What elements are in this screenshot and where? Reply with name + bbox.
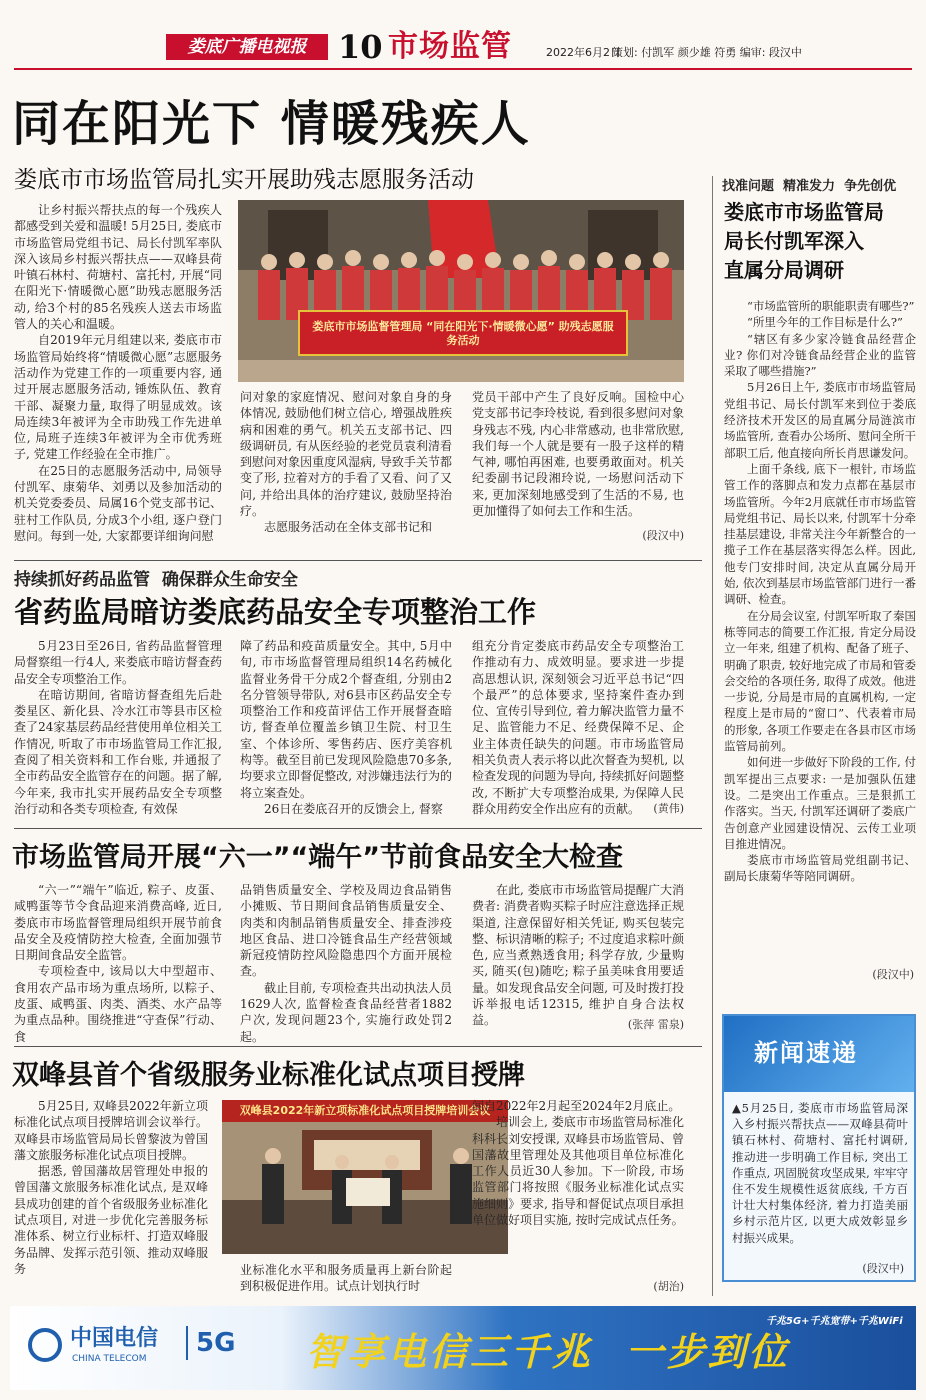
paragraph: 如何进一步做好下阶段的工作, 付凯军提出三点要求: 一是加强队伍建设。二是突出工作重点。三是狠抓工作落实。当天, 付凯军还调研了娄底广告创意产业园建设情况、云传工业项目推进情况。: [724, 755, 916, 851]
paragraph: 障了药品和疫苗质量安全。其中, 5月中旬, 市市场监督管理局组织14名药械化监督业务骨干分成2个督查组, 分别由2名分管领导带队, 对6县市区药品安全专项整治工作和疫苗评估工作开展督查暗访, 督查单位覆盖乡镇卫生院、村卫生室、个体诊所、零售药店、医疗美容机构等。截至目前已发现风险隐患70多条, 均要求立即督促整改, 对涉嫌违法行为的将立案查处。: [240, 639, 452, 800]
article2-byline: (黄伟): [653, 802, 684, 815]
paragraph: ▲5月25日, 娄底市市场监管局深入乡村振兴帮扶点——双峰县荷叶镇石林村、荷塘村、富托村调研, 推动进一步明确工作目标, 突出工作重点, 巩固脱贫攻坚成果, 牢牢守住不发生规模性返贫底线, 千方百计壮大村集体经济, 着力打造美丽乡村示范片区, 以更大成效彰显乡村振兴成果。: [732, 1101, 908, 1245]
paragraph: 组充分肯定娄底市药品安全专项整治工作推动有力、成效明显。要求进一步提高思想认识, 深刻领会习近平总书记“四个最严”的总体要求, 坚持案件查办到位、宣传引导到位, 着力解决监管力量不足、监管能力不足、经费保障不足、企业主体责任缺失的问题。市市场监管局相关负责人表示将以此次督查为契机, 以检查发现的问题为导向, 持续抓好问题整改, 不断扩大专项整治成果, 为保障人民群众用药安全作出应有的贡献。: [472, 639, 684, 816]
article1-title: 同在阳光下 情暖残疾人: [12, 96, 531, 152]
paragraph: 5月23日至26日, 省药品监督管理局督察组一行4人, 来娄底市暗访督查药品安全专项整治工作。: [14, 639, 222, 686]
photo-banner-text: 娄底市市场监督管理局 “同在阳光下·情暖微心愿” 助残志愿服务活动: [312, 320, 614, 347]
divider: [14, 828, 702, 829]
article1-column2: [240, 389, 452, 545]
side-title-line: 娄底市市场监管局: [724, 200, 884, 224]
paper-name: 娄底广播电视报: [187, 37, 307, 57]
article1-column1: [14, 202, 222, 544]
paragraph: 上面千条线, 底下一根针, 市场监管工作的落脚点和发力点都在基层市场监管所。今年2月底就任市市场监管局党组书记、局长以来, 付凯军十分牵挂基层建设, 非常关注今年新整合的一揽子工作在基层落实得怎么样。因此, 他专门安排时间, 决定从直属分局开始, 依次到基层市场监管部门进行一番调研、检查。: [724, 461, 916, 607]
paragraph: “辖区有多少家冷链食品经营企业? 你们对冷链食品经营企业的监管采取了哪些措施?”: [724, 331, 916, 379]
photo-illustration: [222, 1100, 508, 1254]
paragraph: 间自2022年2月起至2024年2月底止。: [472, 1099, 681, 1113]
paragraph: 让乡村振兴帮扶点的每一个残疾人都感受到关爱和温暖! 5月25日, 娄底市市场监管局党组书记、局长付凯军率队深入该局乡村振兴帮扶点——双峰县荷叶镇石林村、荷塘村、富托村, 开展“同在阳光下·情暖微心愿”助残志愿服务活动, 给3个村的85名残疾人送去市场监管人的关心和温暖。: [14, 203, 222, 332]
issue-date: 2022年6月2日: [546, 46, 621, 59]
telecom-logo-icon: [28, 1328, 62, 1362]
article1-byline: (段汉中): [642, 529, 684, 542]
article4-byline: (胡治): [653, 1280, 684, 1293]
paragraph: 专项检查中, 该局以大中型超市、食用农产品市场为重点场所, 以粽子、皮蛋、咸鸭蛋、肉类、酒类、水产品等为重点品种。围绕推进“守查保”行动、食: [14, 964, 222, 1044]
news-flash-byline: (段汉中): [862, 1262, 904, 1275]
article4-column3: [472, 1098, 684, 1288]
award-ceremony-photo: [222, 1100, 508, 1254]
divider: [14, 1046, 702, 1047]
fiveg-badge: 5G: [186, 1326, 235, 1360]
article3-title: 市场监管局开展“六一”“端午”节前食品安全大检查: [12, 842, 623, 873]
paragraph: “六一”“端午”临近, 粽子、皮蛋、咸鸭蛋等节令食品迎来消费高峰, 近日, 娄底市市场监督管理局组织开展节前食品安全及疫情防控大检查, 全面加强节日期间食品安全监管。: [14, 883, 222, 963]
divider: [14, 560, 702, 561]
side-title-line: 局长付凯军深入: [724, 229, 864, 253]
ad-slogan: 智享电信三千兆 一步到位: [306, 1330, 790, 1374]
paragraph: 品销售质量安全、学校及周边食品销售小摊贩、节日期间食品销售质量安全、肉类和肉制品销售质量安全、排查涉疫地区食品、进口冷链食品生产经营领域新冠疫情防控风险隐患四个方面开展检查。: [240, 883, 452, 979]
article1-column3: [472, 389, 684, 537]
paragraph: 截止目前, 专项检查共出动执法人员1629人次, 监督检查食品经营者1882户次, 发现问题23个, 实施行政处罚2起。: [240, 980, 452, 1044]
telecom-ad: [10, 1306, 916, 1390]
photo-banner-text: 双峰县2022年新立项标准化试点项目授牌培训会议: [239, 1104, 491, 1117]
side-kicker: 找准问题 精准发力 争先创优: [722, 179, 897, 194]
article4-column1: [14, 1098, 208, 1294]
paragraph: 据悉, 曾国藩故居管理处申报的曾国藩文旅服务标准化试点, 是双峰县成功创建的首个省级服务业标准化试点项目, 对进一步优化完善服务标准体系、树立行业标杆、打造双峰服务品牌、发挥示范引领、推动双峰服务: [14, 1164, 208, 1276]
paragraph: 娄底市市场监管局党组副书记、副局长康菊华等陪同调研。: [724, 853, 916, 884]
paragraph: 党员干部中产生了良好反响。国检中心党支部书记李玲枝说, 看到很多慰问对象身残志不残, 内心非常感动, 也非常欣慰, 我们每一个人就是要有一股子这样的精气神, 哪怕再困难, 也要勇敢面对。机关纪委副书记段湘玲说, 一场慰问活动下来, 更加深刻地感受到了生活的不易, 也更加懂得了如何去工作和生活。: [472, 390, 684, 519]
paragraph: 26日在娄底召开的反馈会上, 督察: [264, 801, 443, 816]
article3-column2: [240, 882, 452, 1044]
masthead: [0, 30, 926, 68]
paragraph: 培训会上, 娄底市市场监管局标准化科科长刘安授课, 双峰县市场监管局、曾国藩故里管理处及其他项目单位标准化工作人员近30人参加。下一阶段, 市场监管部门将按照《服务业标准化试点实施细则》要求, 指导和督促试点项目承担单位做好项目实施, 按时完成试点任务。: [472, 1115, 684, 1228]
article2-kicker: 持续抓好药品监管 确保群众生命安全: [14, 570, 298, 590]
news-flash-box: [722, 1014, 916, 1282]
paper-name-box: [166, 34, 328, 60]
paragraph: 问对象的家庭情况、慰问对象自身的身体情况, 鼓励他们树立信心, 增强战胜疾病和困难的勇气。机关五支部书记、四级调研员, 有从医经验的老党员袁利清看到慰问对象因重度风湿病, 导致手关节都变了形, 拉着对方的手看了又看、问了又问, 并给出具体的治疗建议, 鼓励坚持治疗。: [240, 390, 452, 519]
side-article-body: [724, 298, 916, 970]
paragraph: 在暗访期间, 省暗访督查组先后赴娄星区、新化县、冷水江市等县市区检查了24家基层药品经营使用单位相关工作情况, 听取了市市场监管局工作汇报, 查阅了相关资料和工作台账, 并通报了全市药品安全监管存在的问题。据了解, 今年来, 我市扎实开展药品安全专项整治行动和各类专项检查, 有效保: [14, 687, 222, 816]
side-title-line: 直属分局调研: [724, 258, 844, 282]
news-flash-title: 新闻速递: [754, 1039, 858, 1067]
section-title: 市场监管: [388, 29, 512, 64]
credits: 策划: 付凯军 颜少雄 符勇 编审: 段汉中: [612, 46, 802, 59]
paragraph: 业标准化水平和服务质量再上新台阶起到积极促进作用。试点计划执行时: [240, 1263, 452, 1294]
paragraph: “所里今年的工作目标是什么?”: [747, 315, 903, 330]
news-flash-body: [732, 1100, 908, 1264]
paragraph: 在此, 娄底市市场监管局提醒广大消费者: 消费者购买粽子时应注意选择正规渠道, 注意保留好相关凭证, 购买包装完整、标识清晰的粽子; 不过度追求粽叶颜色, 应当煮熟透食用; 科学存放, 少量购买, 随买(包)随吃; 粽子虽美味食用要适量。如发现食品安全问题, 可及时拨打投诉举报电话12315, 维护自身合法权益。: [472, 883, 684, 1028]
column-divider: [712, 176, 713, 1296]
paragraph: 5月25日, 双峰县2022年新立项标准化试点项目授牌培训会议举行。双峰县市场监管局局长曾黎波为曾国藩文旅服务标准化试点项目授牌。: [14, 1099, 208, 1162]
telecom-logo-en: CHINA TELECOM: [72, 1354, 147, 1364]
news-flash-header: [724, 1016, 914, 1092]
paragraph: 志愿服务活动在全体支部书记和: [264, 520, 433, 535]
paragraph: 自2019年元月组建以来, 娄底市市场监管局始终将“情暖微心愿”志愿服务活动作为党建工作的一项重要内容, 通过开展志愿服务活动, 锤炼队伍、教育干部、凝聚力量, 取得了明显成效。该局连续3年被评为全市助残工作先进单位, 局班子连续3年被评为全市优秀班子, 党建工作经验在全市推广。: [14, 333, 222, 462]
paragraph: “市场监管所的职能职责有哪些?”: [747, 299, 915, 313]
paragraph: 在25日的志愿服务活动中, 局领导付凯军、康菊华、刘勇以及参加活动的机关党委委员、局属16个党支部书记、驻村工作队员, 分成3个小组, 逐户登门慰问。每到一处, 大家都要详细询问慰: [14, 463, 222, 543]
page-number: 10: [338, 28, 383, 66]
side-byline: (段汉中): [872, 968, 914, 981]
article4-title: 双峰县首个省级服务业标准化试点项目授牌: [12, 1060, 525, 1091]
article3-column1: [14, 882, 222, 1044]
paragraph: 5月26日上午, 娄底市市场监管局党组书记、局长付凯军来到位于娄底经济技术开发区的局直属分局涟滨市场监管所, 查看办公场所、慰问全所干部职工后, 他直接向所长肖思谦发问。: [724, 380, 916, 460]
article4-column2: [240, 1262, 452, 1296]
side-title: [724, 198, 924, 285]
volunteer-group-photo: [238, 200, 684, 382]
ad-tagline: 千兆5G+千兆宽带+千兆WiFi: [766, 1316, 903, 1327]
photo-banner: [298, 310, 628, 356]
paragraph: 在分局会议室, 付凯军听取了秦国栋等同志的简要工作汇报, 肯定分局设立一年来, 组建了机构、配备了班子、明确了职责, 较好地完成了市局和管委会交给的各项任务, 取得了成效。他进一步说, 分局是市局的直属机构, 一定程度上是市局的“窗口”、代表着市局的形象, 各项工作要走在各县市区市场监管局前列。: [724, 608, 916, 754]
article1-subtitle: 娄底市市场监管局扎实开展助残志愿服务活动: [14, 167, 474, 193]
article2-column1: [14, 638, 222, 816]
article3-byline: (张萍 雷泉): [627, 1018, 684, 1031]
telecom-logo-cn: 中国电信: [70, 1326, 159, 1351]
article2-column2: [240, 638, 452, 816]
article2-title: 省药监局暗访娄底药品安全专项整治工作: [14, 595, 537, 629]
masthead-rule: [14, 68, 912, 70]
